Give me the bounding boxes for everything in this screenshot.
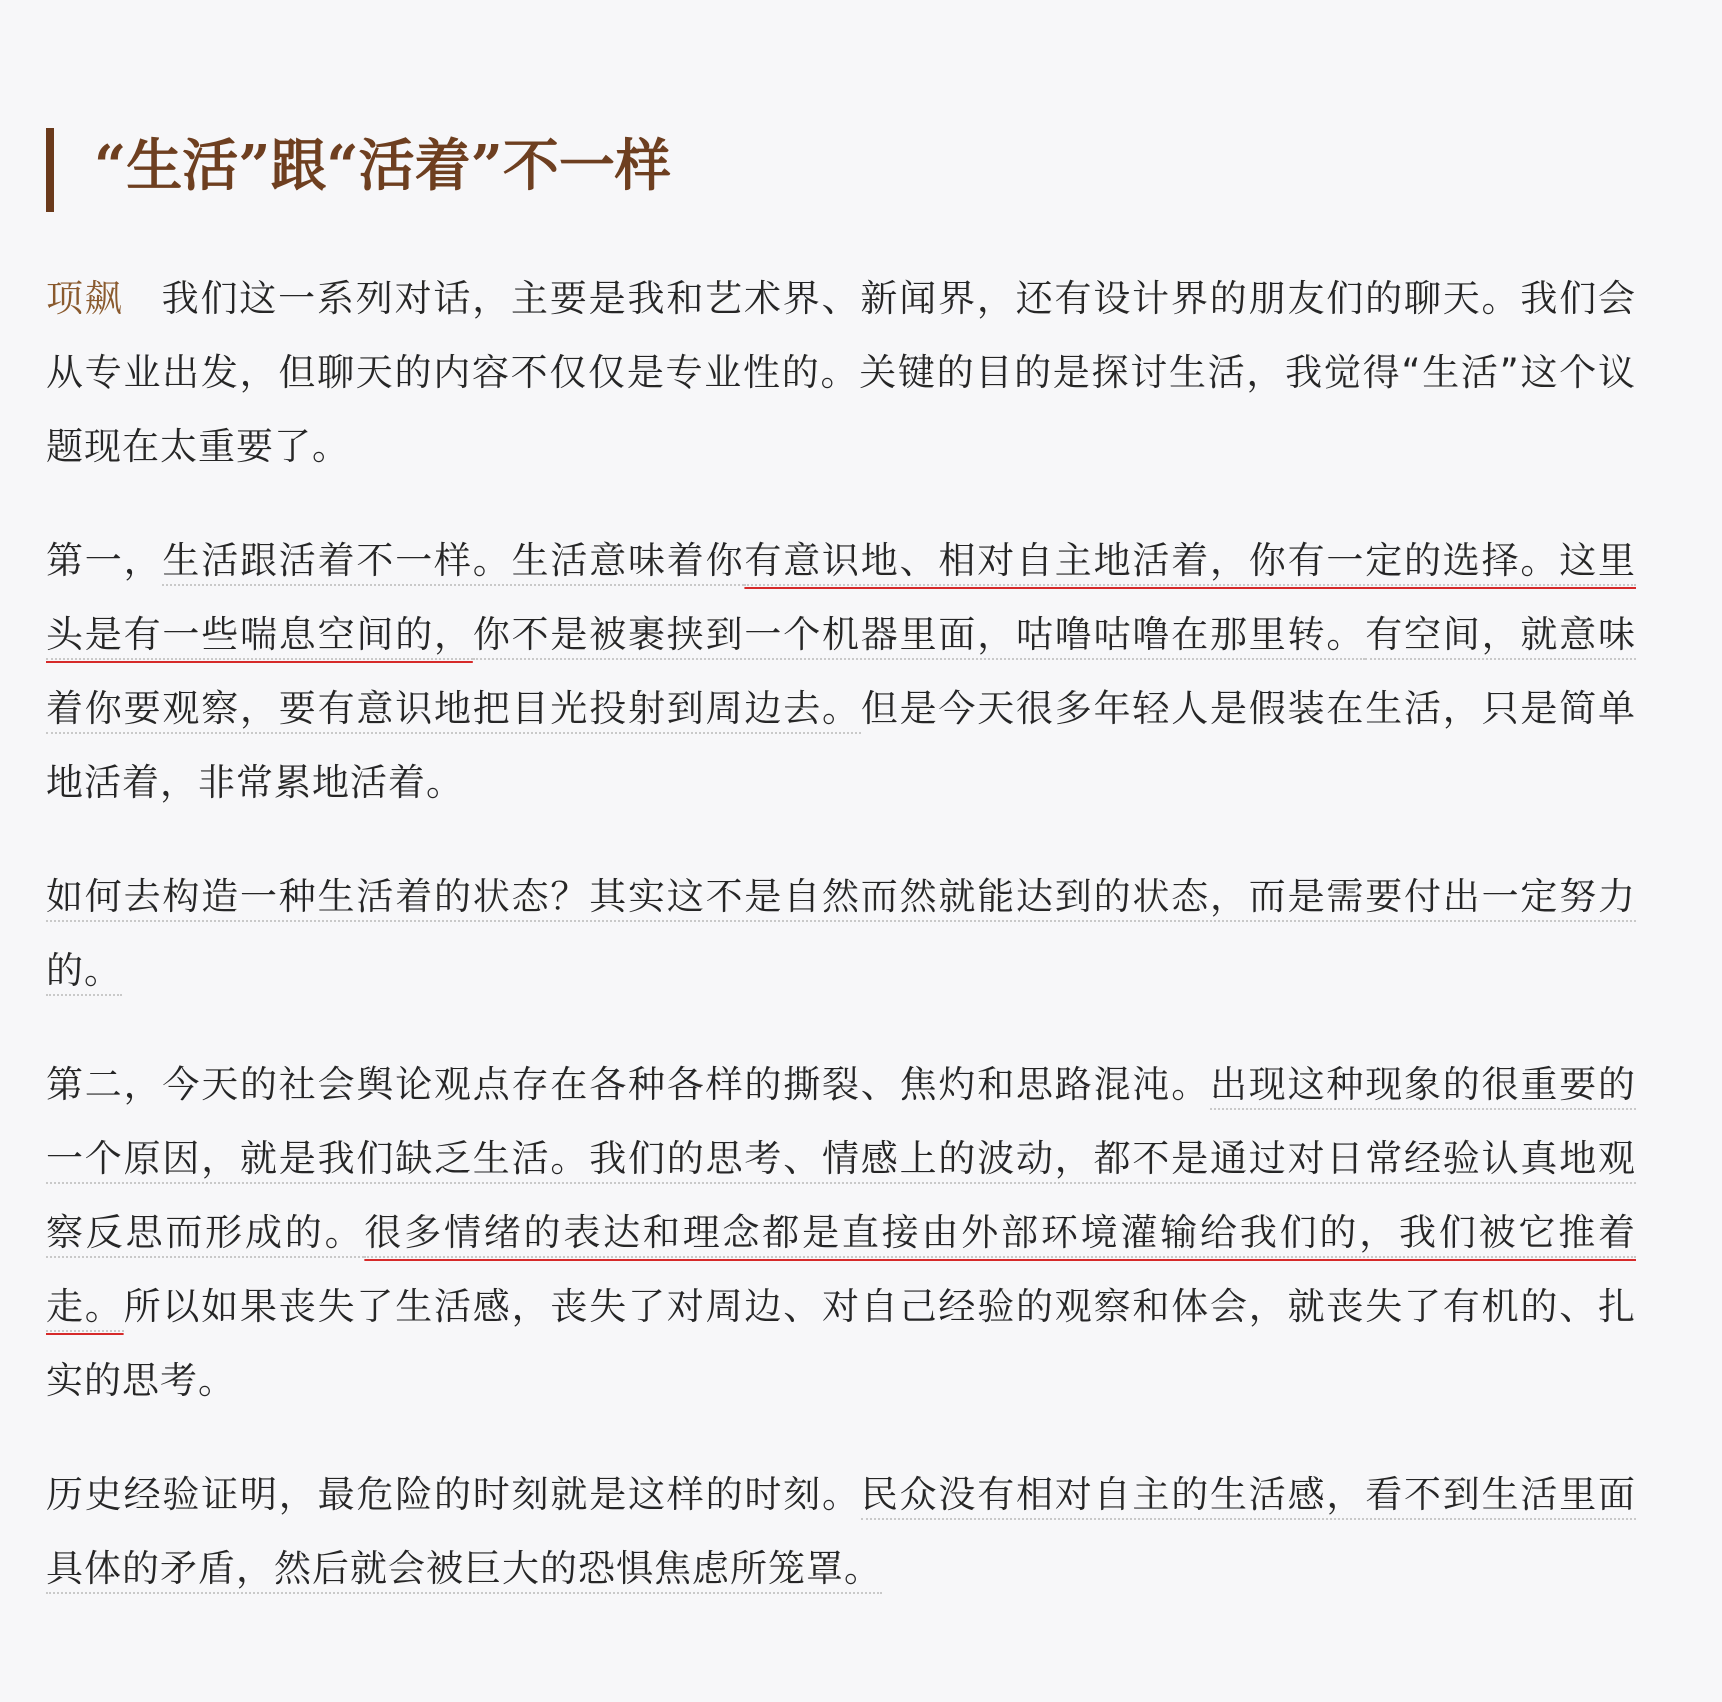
title-block — [46, 128, 1636, 212]
highlighted-note[interactable]: 如何去构造一种生活着的状态？其实这不是自然而然就能达到的状态，而是需要付出一定努力的。 — [46, 875, 1636, 996]
text-segment: 历史经验证明，最危险的时刻就是这样的时刻。 — [46, 1473, 861, 1516]
text-segment: 第二，今天的社会舆论观点存在各种各样的撕裂、焦灼和思路混沌。 — [46, 1063, 1210, 1106]
paragraph-history — [46, 1458, 1636, 1606]
article — [46, 128, 1636, 1646]
text-segment: 但是今天很多年轻人是假装在生活，只是简单地活着，非常累地活着。 — [46, 687, 1637, 804]
highlighted-note[interactable]: 你不是被裹挟到一个机器里面，咕噜咕噜在那里转。 — [473, 613, 1365, 660]
text-segment: 所以如果丧失了生活感，丧失了对周边、对自己经验的观察和体会，就丧失了有机的、扎实的思考。 — [46, 1285, 1637, 1402]
red-underlined-note[interactable]: 很多情绪的表达和理念都是直接由外部环境灌输给我们的，我们被它推着走。 — [46, 1211, 1636, 1332]
red-underlined-note[interactable]: 有意识地、相对自主地活着，你有一定的选择。这里头是有一些喘息空间的， — [46, 539, 1636, 660]
highlighted-note[interactable]: 有空间，就意味着你要观察，要有意识地把目光投射到周边去。 — [46, 613, 1636, 734]
highlighted-note[interactable]: 出现这种现象的很重要的一个原因，就是我们缺乏生活。我们的思考、情感上的波动，都不是通过对日常经验认真地观察反思而形成的。 — [46, 1063, 1636, 1258]
title-accent-bar — [46, 128, 54, 212]
paragraph-intro-text: 我们这一系列对话，主要是我和艺术界、新闻界，还有设计界的朋友们的聊天。我们会从专业出发，但聊天的内容不仅仅是专业性的。关键的目的是探讨生活，我觉得“生活”这个议题现在太重要了。 — [46, 277, 1637, 468]
highlighted-note[interactable]: 民众没有相对自主的生活感，看不到生活里面具体的矛盾，然后就会被巨大的恐惧焦虑所笼罩。 — [46, 1473, 1636, 1594]
paragraph-question — [46, 860, 1636, 1008]
paragraph-intro — [46, 262, 1636, 484]
paragraph-first-point — [46, 524, 1636, 820]
speaker-name: 项飙 — [46, 277, 124, 320]
highlighted-note[interactable]: 生活跟活着不一样。生活意味着你 — [162, 539, 744, 586]
text-segment: 第一， — [46, 539, 163, 582]
article-title: “生活”跟“活着”不一样 — [94, 133, 671, 199]
paragraph-second-point — [46, 1048, 1636, 1418]
